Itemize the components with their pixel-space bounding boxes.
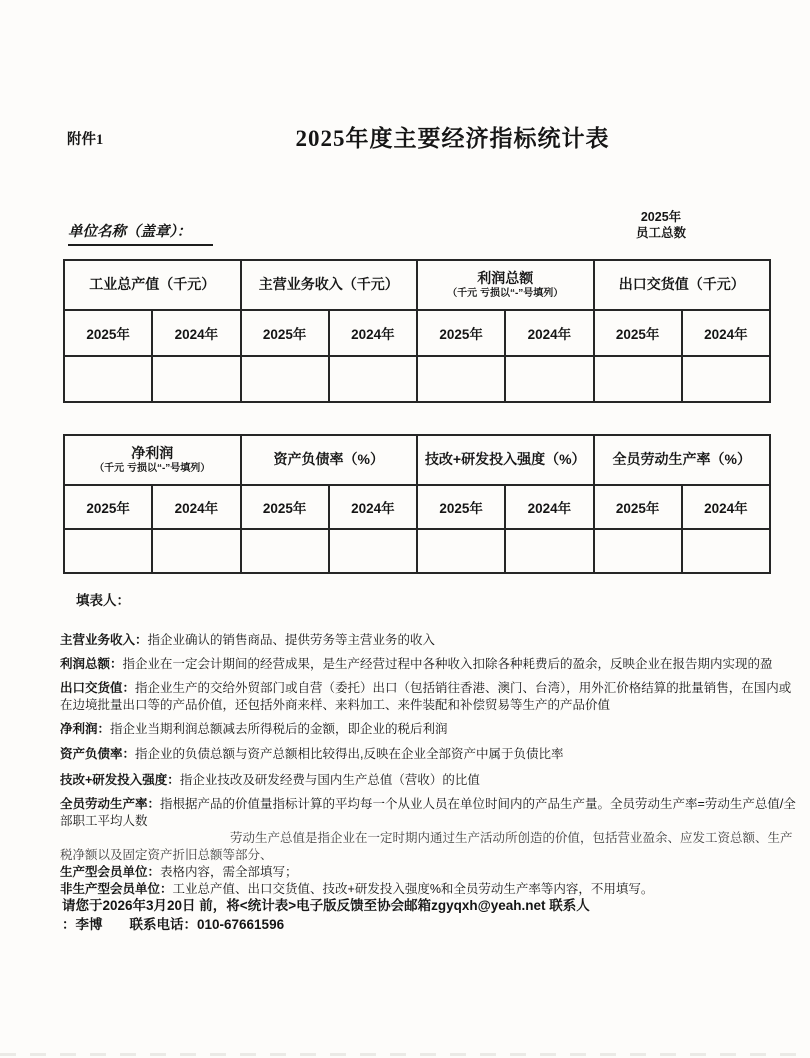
form-title: 2025年度主要经济指标统计表 [295, 126, 610, 151]
table1-year-row [64, 310, 770, 356]
year-header-cell: 2025年 [64, 485, 152, 529]
labor-productivity-note: 劳动生产总值是指企业在一定时期内通过生产活动所创造的价值，包括营业盈余、应发工资总额、生产税净额以及固定资产折旧总额等部分、 [60, 831, 793, 862]
definition-export-delivery: 出口交货值：指企业生产的交给外贸部门或自营（委托）出口（包括销往香港、澳门、台湾），用外汇价格结算的批量销售，在国内或在边境批量出口等的产品价值，还包括外商来样、来料加工、来件装配和补偿贸易等生产的产品价值 [60, 681, 792, 712]
table2-header-labor-productivity: 全员劳动生产率（%） [594, 435, 771, 485]
blank-fill-cell [505, 356, 593, 402]
year-header-cell: 2025年 [417, 485, 505, 529]
definition-rd-intensity: 技改+研发投入强度：指企业技改及研发经费与国内生产总值（营收）的比值 [60, 773, 480, 787]
definitions-section [60, 632, 798, 898]
submission-line2: ：李博 联系电话：010-67661596 [62, 917, 285, 932]
table2-header-rd-intensity: 技改+研发投入强度（%） [417, 435, 594, 485]
definition-main-revenue: 主营业务收入：指企业确认的销售商品、提供劳务等主营业务的收入 [60, 633, 436, 647]
blank-fill-cell [417, 529, 505, 573]
indicators-table-2 [63, 434, 771, 574]
blank-fill-cell [64, 356, 152, 402]
blank-fill-cell [594, 356, 682, 402]
definition-total-profit: 利润总额：指企业在一定会计期间的经营成果，是生产经营过程中各种收入扣除各种耗费后的盈余，反映企业在报告期内实现的盈 [60, 657, 773, 671]
blank-fill-cell [64, 529, 152, 573]
table2-data-row [64, 529, 770, 573]
definition-debt-ratio: 资产负债率：指企业的负债总额与资产总额相比较得出,反映在企业全部资产中属于负债比率 [60, 747, 564, 761]
scan-edge-artifact [0, 1053, 810, 1056]
year-header-cell: 2024年 [505, 485, 593, 529]
year-header-cell: 2025年 [241, 485, 329, 529]
table1-header-industrial-output: 工业总产值（千元） [64, 260, 241, 310]
note-producing-member: 生产型会员单位：表格内容，需全部填写； [60, 865, 298, 879]
table2-header-debt-ratio: 资产负债率（%） [241, 435, 418, 485]
year-header-cell: 2024年 [329, 485, 417, 529]
year-header-cell: 2025年 [241, 310, 329, 356]
table1-header-total-profit: 利润总额 （千元 亏损以“-”号填列） [417, 260, 594, 310]
table2-header-row [64, 435, 770, 485]
blank-fill-cell [241, 529, 329, 573]
year-header-cell: 2025年 [594, 485, 682, 529]
blank-fill-cell [152, 529, 240, 573]
table1-header-export-delivery: 出口交货值（千元） [594, 260, 771, 310]
year-header-cell: 2024年 [329, 310, 417, 356]
year-header-cell: 2024年 [152, 485, 240, 529]
year-header-cell: 2024年 [682, 310, 770, 356]
blank-fill-cell [152, 356, 240, 402]
submission-line1: 请您于2026年3月20日 前，将<统计表>电子版反馈至协会邮箱zgyqxh@yeah.net 联系人 [62, 898, 590, 913]
form-filler-label: 填表人： [76, 593, 130, 608]
blank-fill-cell [241, 356, 329, 402]
definition-labor-productivity: 全员劳动生产率：指根据产品的价值量指标计算的平均每一个从业人员在单位时间内的产品生产量。全员劳动生产率=劳动生产总值/全部职工平均人数 [60, 797, 796, 828]
attachment-label: 附件1 [67, 132, 104, 148]
table1-header-row [64, 260, 770, 310]
table2-year-row [64, 485, 770, 529]
submission-instructions [62, 896, 786, 934]
table2-header-net-profit: 净利润 （千元 亏损以“-”号填列） [64, 435, 241, 485]
blank-fill-cell [682, 529, 770, 573]
employee-count-year: 2025年 [640, 210, 682, 224]
table1-data-row [64, 356, 770, 402]
note-non-producing-member: 非生产型会员单位：工业总产值、出口交货值、技改+研发投入强度%和全员劳动生产率等内容，不用填写。 [60, 882, 654, 896]
year-header-cell: 2025年 [64, 310, 152, 356]
blank-fill-cell [417, 356, 505, 402]
year-header-cell: 2024年 [682, 485, 770, 529]
year-header-cell: 2024年 [505, 310, 593, 356]
unit-name-field: 单位名称（盖章）： [68, 220, 213, 246]
year-header-cell: 2025年 [417, 310, 505, 356]
blank-fill-cell [682, 356, 770, 402]
definition-net-profit: 净利润：指企业当期利润总额减去所得税后的金额，即企业的税后利润 [60, 722, 448, 736]
blank-fill-cell [594, 529, 682, 573]
year-header-cell: 2024年 [152, 310, 240, 356]
table1-header-main-revenue: 主营业务收入（千元） [241, 260, 418, 310]
year-header-cell: 2025年 [594, 310, 682, 356]
employee-count-text: 员工总数 [635, 226, 686, 240]
blank-fill-cell [329, 356, 417, 402]
blank-fill-cell [329, 529, 417, 573]
blank-fill-cell [505, 529, 593, 573]
employee-count-label [597, 209, 725, 241]
indicators-table-1 [63, 259, 771, 403]
